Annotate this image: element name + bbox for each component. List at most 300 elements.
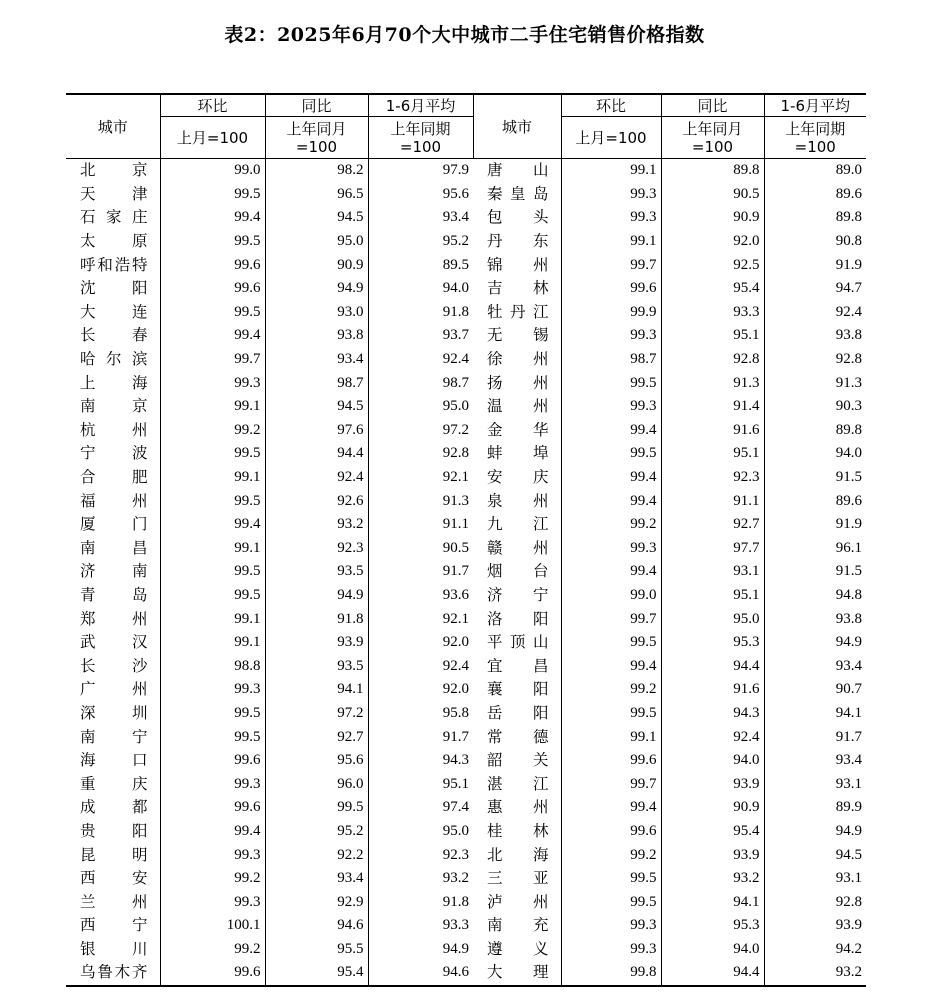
- avg-value-left: 91.1: [368, 513, 473, 537]
- city-name-right: 北海: [487, 845, 549, 864]
- city-name-right: 秦皇岛: [487, 184, 549, 203]
- city-name-left: 西宁: [80, 916, 148, 935]
- mom-value-right: 99.3: [561, 183, 661, 207]
- avg-value-right: 89.8: [764, 419, 866, 443]
- city-name-right: 岳阳: [487, 703, 549, 722]
- table-row: [66, 206, 866, 230]
- yoy-header-right: 同比: [661, 94, 764, 117]
- city-name-left: 天津: [80, 184, 148, 203]
- yoy-value-left: 94.4: [265, 442, 368, 466]
- city-name-left: 深圳: [80, 703, 148, 722]
- city-name-right: 泉州: [487, 491, 549, 510]
- city-name-left: 西安: [80, 869, 148, 888]
- avg-base-line1: 上年同期: [785, 119, 846, 138]
- city-name-left: 沈阳: [80, 279, 148, 298]
- avg-value-left: 89.5: [368, 253, 473, 277]
- mom-value-left: 99.6: [160, 749, 265, 773]
- yoy-value-right: 94.4: [661, 961, 764, 986]
- city-name-right: 宜昌: [487, 656, 549, 675]
- table-row: [66, 772, 866, 796]
- mom-value-left: 99.3: [160, 678, 265, 702]
- table-row: [66, 607, 866, 631]
- mom-base-left: 上月=100: [160, 117, 265, 159]
- city-name-left: 乌鲁木齐: [66, 961, 160, 986]
- table-row: [66, 277, 866, 301]
- yoy-value-right: 90.9: [661, 796, 764, 820]
- avg-value-left: 91.3: [368, 489, 473, 513]
- yoy-value-right: 95.4: [661, 820, 764, 844]
- avg-value-right: 94.0: [764, 442, 866, 466]
- city-name-right: 常德: [487, 727, 549, 746]
- city-name-left: 南昌: [80, 538, 148, 557]
- avg-value-right: 89.6: [764, 489, 866, 513]
- yoy-value-right: 91.4: [661, 395, 764, 419]
- avg-base-right: [764, 117, 866, 159]
- city-name-left: 南京: [80, 397, 148, 416]
- avg-header-left: 1-6月平均: [368, 94, 473, 117]
- mom-value-left: 99.5: [160, 442, 265, 466]
- avg-value-right: 91.9: [764, 253, 866, 277]
- price-index-table: [66, 93, 866, 987]
- yoy-value-left: 93.5: [265, 654, 368, 678]
- city-name-left: 石家庄: [80, 208, 148, 227]
- mom-value-right: 98.7: [561, 348, 661, 372]
- table-row: [66, 796, 866, 820]
- city-name-right: 南充: [487, 916, 549, 935]
- mom-value-right: 99.2: [561, 678, 661, 702]
- yoy-value-left: 97.6: [265, 419, 368, 443]
- table-row: [66, 537, 866, 561]
- yoy-value-left: 95.2: [265, 820, 368, 844]
- avg-value-left: 97.9: [368, 159, 473, 183]
- avg-value-left: 90.5: [368, 537, 473, 561]
- yoy-value-right: 93.9: [661, 772, 764, 796]
- avg-value-left: 94.9: [368, 938, 473, 962]
- mom-value-left: 99.1: [160, 466, 265, 490]
- city-name-right: 桂林: [487, 821, 549, 840]
- city-name-left: 太原: [80, 232, 148, 251]
- yoy-value-left: 93.0: [265, 301, 368, 325]
- yoy-value-right: 90.9: [661, 206, 764, 230]
- table-row: [66, 253, 866, 277]
- city-name-right: 湛江: [487, 774, 549, 793]
- avg-value-left: 94.3: [368, 749, 473, 773]
- avg-value-right: 89.8: [764, 206, 866, 230]
- mom-value-right: 99.2: [561, 513, 661, 537]
- yoy-value-left: 95.6: [265, 749, 368, 773]
- city-name-right: 唐山: [487, 161, 549, 180]
- avg-value-right: 93.4: [764, 749, 866, 773]
- yoy-value-right: 91.1: [661, 489, 764, 513]
- yoy-base-line2: =100: [295, 137, 338, 156]
- table-row: [66, 183, 866, 207]
- avg-value-right: 92.8: [764, 890, 866, 914]
- yoy-value-right: 95.0: [661, 607, 764, 631]
- city-name-right: 安庆: [487, 468, 549, 487]
- mom-value-left: 99.6: [160, 796, 265, 820]
- city-name-right: 包头: [487, 208, 549, 227]
- mom-value-right: 99.6: [561, 277, 661, 301]
- avg-value-left: 95.2: [368, 230, 473, 254]
- yoy-value-left: 99.5: [265, 796, 368, 820]
- mom-value-left: 99.5: [160, 725, 265, 749]
- city-name-right: 蚌埠: [487, 444, 549, 463]
- avg-value-right: 90.8: [764, 230, 866, 254]
- yoy-value-right: 95.1: [661, 584, 764, 608]
- mom-value-left: 99.6: [160, 277, 265, 301]
- city-header-left: 城市: [66, 94, 160, 159]
- mom-value-right: 99.9: [561, 301, 661, 325]
- yoy-value-right: 93.2: [661, 867, 764, 891]
- avg-value-left: 92.0: [368, 678, 473, 702]
- mom-value-right: 99.4: [561, 466, 661, 490]
- city-name-left: 呼和浩特: [80, 255, 148, 274]
- avg-value-right: 92.4: [764, 301, 866, 325]
- city-name-left: 银川: [80, 939, 148, 958]
- table-row: [66, 230, 866, 254]
- city-name-left: 北京: [80, 161, 148, 180]
- mom-value-right: 99.3: [561, 537, 661, 561]
- yoy-value-left: 98.2: [265, 159, 368, 183]
- city-name-right: 牡丹江: [487, 302, 549, 321]
- avg-value-left: 92.0: [368, 631, 473, 655]
- table-row: [66, 631, 866, 655]
- avg-value-left: 93.3: [368, 914, 473, 938]
- yoy-value-left: 95.0: [265, 230, 368, 254]
- city-name-left: 海口: [80, 751, 148, 770]
- avg-header-right: 1-6月平均: [764, 94, 866, 117]
- avg-value-left: 92.3: [368, 843, 473, 867]
- table-row: [66, 513, 866, 537]
- table-row: [66, 702, 866, 726]
- avg-value-right: 93.2: [764, 961, 866, 986]
- avg-value-right: 89.6: [764, 183, 866, 207]
- table-row: [66, 466, 866, 490]
- avg-value-right: 94.2: [764, 938, 866, 962]
- avg-value-right: 90.7: [764, 678, 866, 702]
- city-name-right: 济宁: [487, 585, 549, 604]
- table-row: [66, 419, 866, 443]
- yoy-value-right: 95.3: [661, 631, 764, 655]
- yoy-value-right: 91.3: [661, 371, 764, 395]
- city-name-left: 合肥: [80, 468, 148, 487]
- mom-value-left: 99.6: [160, 253, 265, 277]
- city-name-left: 广州: [80, 680, 148, 699]
- mom-value-left: 99.4: [160, 206, 265, 230]
- yoy-value-left: 94.1: [265, 678, 368, 702]
- city-name-left: 长沙: [80, 656, 148, 675]
- avg-value-right: 89.0: [764, 159, 866, 183]
- mom-value-right: 99.4: [561, 489, 661, 513]
- mom-value-right: 99.5: [561, 890, 661, 914]
- yoy-value-left: 95.4: [265, 961, 368, 986]
- mom-header-right: 环比: [561, 94, 661, 117]
- avg-value-right: 91.9: [764, 513, 866, 537]
- table-row: [66, 843, 866, 867]
- table-row: [66, 914, 866, 938]
- yoy-value-left: 94.5: [265, 206, 368, 230]
- yoy-value-left: 94.5: [265, 395, 368, 419]
- table-title: 表2：2025年6月70个大中城市二手住宅销售价格指数: [224, 24, 705, 46]
- table-row: [66, 961, 866, 986]
- mom-value-left: 99.3: [160, 843, 265, 867]
- avg-value-left: 91.7: [368, 560, 473, 584]
- city-name-right: 烟台: [487, 562, 549, 581]
- mom-base-right: 上月=100: [561, 117, 661, 159]
- city-name-left: 武汉: [80, 633, 148, 652]
- mom-value-right: 99.8: [561, 961, 661, 986]
- avg-base-left: [368, 117, 473, 159]
- city-name-right: 襄阳: [487, 680, 549, 699]
- yoy-base-line2: =100: [691, 137, 734, 156]
- avg-value-left: 93.4: [368, 206, 473, 230]
- yoy-value-right: 94.3: [661, 702, 764, 726]
- yoy-value-left: 92.9: [265, 890, 368, 914]
- table-row: [66, 489, 866, 513]
- city-name-left: 青岛: [80, 585, 148, 604]
- avg-value-left: 92.8: [368, 442, 473, 466]
- city-name-right: 丹东: [487, 232, 549, 251]
- city-name-left: 昆明: [80, 845, 148, 864]
- yoy-value-left: 98.7: [265, 371, 368, 395]
- yoy-value-left: 90.9: [265, 253, 368, 277]
- yoy-value-right: 92.0: [661, 230, 764, 254]
- yoy-base-left: [265, 117, 368, 159]
- mom-value-right: 99.3: [561, 395, 661, 419]
- city-name-left: 厦门: [80, 515, 148, 534]
- mom-value-left: 99.7: [160, 348, 265, 372]
- mom-value-left: 99.1: [160, 607, 265, 631]
- table-row: [66, 560, 866, 584]
- mom-value-right: 99.5: [561, 631, 661, 655]
- yoy-base-line1: 上年同月: [682, 119, 743, 138]
- yoy-value-right: 93.1: [661, 560, 764, 584]
- yoy-value-right: 93.9: [661, 843, 764, 867]
- mom-value-right: 99.6: [561, 820, 661, 844]
- mom-value-left: 99.5: [160, 230, 265, 254]
- avg-value-right: 94.9: [764, 820, 866, 844]
- yoy-value-right: 95.3: [661, 914, 764, 938]
- yoy-value-right: 92.7: [661, 513, 764, 537]
- mom-value-right: 99.3: [561, 938, 661, 962]
- avg-value-left: 92.4: [368, 654, 473, 678]
- yoy-value-left: 91.8: [265, 607, 368, 631]
- mom-value-left: 99.5: [160, 702, 265, 726]
- avg-value-right: 91.3: [764, 371, 866, 395]
- avg-value-right: 92.8: [764, 348, 866, 372]
- avg-value-right: 93.4: [764, 654, 866, 678]
- yoy-value-right: 91.6: [661, 419, 764, 443]
- mom-value-left: 98.8: [160, 654, 265, 678]
- yoy-value-right: 94.0: [661, 938, 764, 962]
- city-name-right: 九江: [487, 515, 549, 534]
- yoy-value-right: 93.3: [661, 301, 764, 325]
- mom-value-right: 99.7: [561, 772, 661, 796]
- city-name-right: 三亚: [487, 869, 549, 888]
- table-row: [66, 678, 866, 702]
- table-row: [66, 938, 866, 962]
- table-row: [66, 820, 866, 844]
- avg-value-left: 94.0: [368, 277, 473, 301]
- mom-value-right: 99.4: [561, 654, 661, 678]
- mom-value-right: 99.1: [561, 725, 661, 749]
- yoy-value-right: 95.4: [661, 277, 764, 301]
- city-name-left: 杭州: [80, 420, 148, 439]
- avg-value-left: 91.7: [368, 725, 473, 749]
- table-row: [66, 348, 866, 372]
- mom-value-right: 99.7: [561, 607, 661, 631]
- avg-value-left: 93.2: [368, 867, 473, 891]
- mom-value-right: 99.3: [561, 324, 661, 348]
- city-name-right: 无锡: [487, 326, 549, 345]
- avg-value-left: 92.1: [368, 466, 473, 490]
- city-name-left: 兰州: [80, 892, 148, 911]
- mom-value-left: 99.2: [160, 419, 265, 443]
- table-row: [66, 890, 866, 914]
- table-row: [66, 654, 866, 678]
- yoy-value-left: 93.2: [265, 513, 368, 537]
- mom-value-right: 99.4: [561, 796, 661, 820]
- yoy-value-left: 92.7: [265, 725, 368, 749]
- city-name-right: 洛阳: [487, 609, 549, 628]
- yoy-value-left: 97.2: [265, 702, 368, 726]
- mom-value-right: 99.4: [561, 560, 661, 584]
- mom-value-right: 99.1: [561, 230, 661, 254]
- table-row: [66, 749, 866, 773]
- mom-value-right: 99.4: [561, 419, 661, 443]
- yoy-value-left: 94.9: [265, 584, 368, 608]
- avg-value-left: 97.2: [368, 419, 473, 443]
- city-name-right: 金华: [487, 420, 549, 439]
- table-row: [66, 395, 866, 419]
- yoy-value-right: 94.1: [661, 890, 764, 914]
- table-row: [66, 725, 866, 749]
- city-name-left: 大连: [80, 302, 148, 321]
- mom-value-left: 99.6: [160, 961, 265, 986]
- city-name-left: 贵阳: [80, 821, 148, 840]
- yoy-base-right: [661, 117, 764, 159]
- avg-value-left: 98.7: [368, 371, 473, 395]
- yoy-value-right: 90.5: [661, 183, 764, 207]
- avg-value-left: 94.6: [368, 961, 473, 986]
- avg-value-right: 94.9: [764, 631, 866, 655]
- mom-value-left: 99.1: [160, 631, 265, 655]
- city-name-right: 赣州: [487, 538, 549, 557]
- mom-value-right: 99.1: [561, 159, 661, 183]
- yoy-value-right: 92.4: [661, 725, 764, 749]
- mom-header-left: 环比: [160, 94, 265, 117]
- avg-value-left: 97.4: [368, 796, 473, 820]
- city-name-left: 上海: [80, 373, 148, 392]
- avg-value-right: 94.5: [764, 843, 866, 867]
- mom-value-left: 99.5: [160, 584, 265, 608]
- yoy-value-left: 96.0: [265, 772, 368, 796]
- mom-value-left: 99.4: [160, 513, 265, 537]
- city-name-right: 惠州: [487, 798, 549, 817]
- yoy-value-left: 93.4: [265, 867, 368, 891]
- yoy-value-left: 92.4: [265, 466, 368, 490]
- avg-value-left: 95.8: [368, 702, 473, 726]
- mom-value-left: 99.3: [160, 371, 265, 395]
- city-name-right: 扬州: [487, 373, 549, 392]
- avg-value-right: 93.8: [764, 607, 866, 631]
- city-name-right: 泸州: [487, 892, 549, 911]
- mom-value-left: 99.3: [160, 772, 265, 796]
- avg-value-right: 96.1: [764, 537, 866, 561]
- city-name-right: 遵义: [487, 939, 549, 958]
- table-row: [66, 159, 866, 183]
- mom-value-left: 99.5: [160, 560, 265, 584]
- yoy-base-line1: 上年同月: [286, 119, 347, 138]
- city-name-right: 温州: [487, 397, 549, 416]
- mom-value-left: 99.4: [160, 820, 265, 844]
- table-row: [66, 324, 866, 348]
- mom-value-right: 99.7: [561, 253, 661, 277]
- yoy-value-right: 92.5: [661, 253, 764, 277]
- yoy-value-left: 93.5: [265, 560, 368, 584]
- city-name-right: 平顶山: [487, 633, 549, 652]
- avg-value-left: 92.4: [368, 348, 473, 372]
- mom-value-left: 99.3: [160, 890, 265, 914]
- avg-base-line2: =100: [794, 137, 836, 156]
- mom-value-left: 99.5: [160, 489, 265, 513]
- yoy-value-right: 94.0: [661, 749, 764, 773]
- yoy-value-left: 94.9: [265, 277, 368, 301]
- mom-value-left: 99.5: [160, 301, 265, 325]
- avg-value-right: 93.9: [764, 914, 866, 938]
- yoy-value-right: 94.4: [661, 654, 764, 678]
- avg-value-right: 91.5: [764, 560, 866, 584]
- yoy-value-left: 92.2: [265, 843, 368, 867]
- city-name-left: 哈尔滨: [80, 350, 148, 369]
- mom-value-left: 99.5: [160, 183, 265, 207]
- city-name-right: 韶关: [487, 751, 549, 770]
- avg-value-right: 91.5: [764, 466, 866, 490]
- yoy-value-right: 97.7: [661, 537, 764, 561]
- table-row: [66, 584, 866, 608]
- yoy-value-left: 96.5: [265, 183, 368, 207]
- mom-value-right: 99.3: [561, 914, 661, 938]
- city-header-right: 城市: [473, 94, 561, 159]
- avg-value-right: 90.3: [764, 395, 866, 419]
- city-name-left: 长春: [80, 326, 148, 345]
- avg-value-left: 91.8: [368, 301, 473, 325]
- city-name-left: 南宁: [80, 727, 148, 746]
- table-row: [66, 371, 866, 395]
- yoy-value-right: 92.8: [661, 348, 764, 372]
- avg-value-left: 91.8: [368, 890, 473, 914]
- yoy-value-left: 95.5: [265, 938, 368, 962]
- city-name-left: 郑州: [80, 609, 148, 628]
- yoy-value-right: 89.8: [661, 159, 764, 183]
- table-row: [66, 867, 866, 891]
- yoy-header-left: 同比: [265, 94, 368, 117]
- avg-value-right: 93.1: [764, 867, 866, 891]
- mom-value-right: 99.5: [561, 867, 661, 891]
- mom-value-left: 99.1: [160, 395, 265, 419]
- avg-value-right: 93.1: [764, 772, 866, 796]
- yoy-value-right: 92.3: [661, 466, 764, 490]
- yoy-value-left: 92.6: [265, 489, 368, 513]
- avg-value-right: 94.7: [764, 277, 866, 301]
- city-name-left: 福州: [80, 491, 148, 510]
- yoy-value-left: 93.8: [265, 324, 368, 348]
- table-row: [66, 301, 866, 325]
- avg-value-right: 94.8: [764, 584, 866, 608]
- avg-value-left: 95.0: [368, 820, 473, 844]
- city-name-left: 成都: [80, 798, 148, 817]
- city-name-right: 大理: [473, 961, 561, 986]
